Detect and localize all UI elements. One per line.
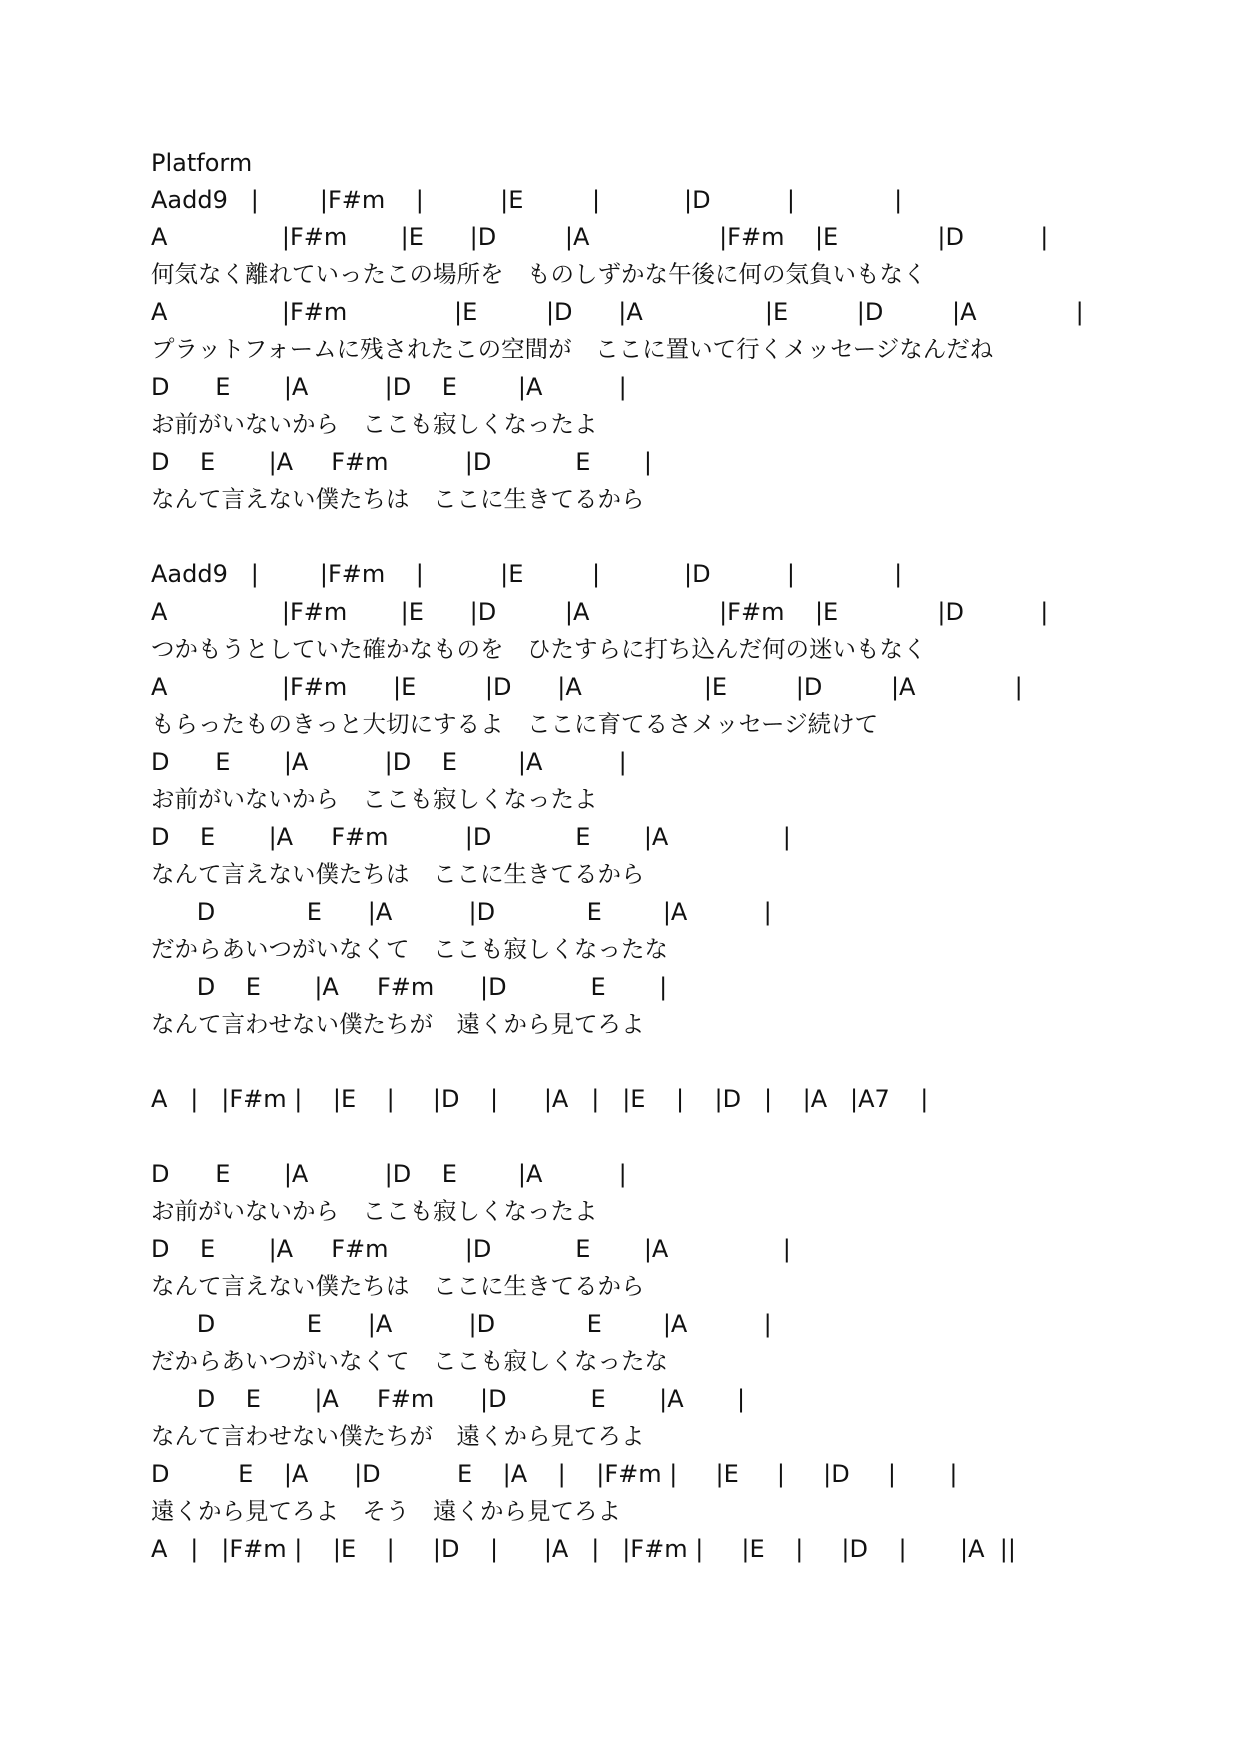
lyric-line: 何気なく離れていったこの場所を ものしずかな午後に何の気負いもなく — [151, 260, 927, 288]
lyric-line: お前がいないから ここも寂しくなったよ — [151, 410, 598, 438]
chord-line: D E |A |D E |A | |F#m | |E | |D | | — [151, 1460, 958, 1488]
chord-line: Aadd9 | |F#m | |E | |D | | — [151, 186, 903, 214]
lyric-line: 遠くから見てろよ そう 遠くから見てろよ — [151, 1497, 621, 1525]
lyric-line: なんて言えない僕たちは ここに生きてるから — [151, 860, 645, 888]
chord-line: D E |A F#m |D E | — [151, 448, 652, 476]
chord-line: A |F#m |E |D |A |F#m |E |D | — [151, 598, 1049, 626]
lyric-line: なんて言わせない僕たちが 遠くから見てろよ — [151, 1422, 645, 1450]
chord-line: D E |A F#m |D E | — [151, 973, 668, 1001]
lyric-line: なんて言わせない僕たちが 遠くから見てろよ — [151, 1010, 645, 1038]
chord-line: A | |F#m | |E | |D | |A | |F#m | |E | |D | |A || — [151, 1535, 1016, 1563]
song-title: Platform — [151, 149, 253, 177]
lyric-line: だからあいつがいなくて ここも寂しくなったな — [151, 935, 668, 963]
chord-line: A |F#m |E |D |A |E |D |A | — [151, 298, 1084, 326]
chord-line: Aadd9 | |F#m | |E | |D | | — [151, 560, 903, 588]
chord-line: D E |A |D E |A | — [151, 1160, 627, 1188]
chord-line: D E |A |D E |A | — [151, 373, 627, 401]
chord-line: A | |F#m | |E | |D | |A | |E | |D | |A |A7 | — [151, 1085, 929, 1113]
lyric-line: つかもうとしていた確かなものを ひたすらに打ち込んだ何の迷いもなく — [151, 635, 927, 663]
lyric-line: お前がいないから ここも寂しくなったよ — [151, 785, 598, 813]
lyric-line: だからあいつがいなくて ここも寂しくなったな — [151, 1347, 668, 1375]
chord-line: D E |A |D E |A | — [151, 898, 772, 926]
chord-line: D E |A F#m |D E |A | — [151, 1235, 791, 1263]
lyric-line: プラットフォームに残されたこの空間が ここに置いて行くメッセージなんだね — [151, 335, 994, 363]
chord-line: D E |A F#m |D E |A | — [151, 823, 791, 851]
lyric-line: なんて言えない僕たちは ここに生きてるから — [151, 485, 645, 513]
lyric-line: なんて言えない僕たちは ここに生きてるから — [151, 1272, 645, 1300]
lyric-line: もらったものきっと大切にするよ ここに育てるさメッセージ続けて — [151, 710, 879, 738]
lyric-line: お前がいないから ここも寂しくなったよ — [151, 1197, 598, 1225]
chord-line: D E |A F#m |D E |A | — [151, 1385, 746, 1413]
chord-line: D E |A |D E |A | — [151, 748, 627, 776]
chord-line: D E |A |D E |A | — [151, 1310, 772, 1338]
chord-line: A |F#m |E |D |A |E |D |A | — [151, 673, 1023, 701]
chord-line: A |F#m |E |D |A |F#m |E |D | — [151, 223, 1049, 251]
